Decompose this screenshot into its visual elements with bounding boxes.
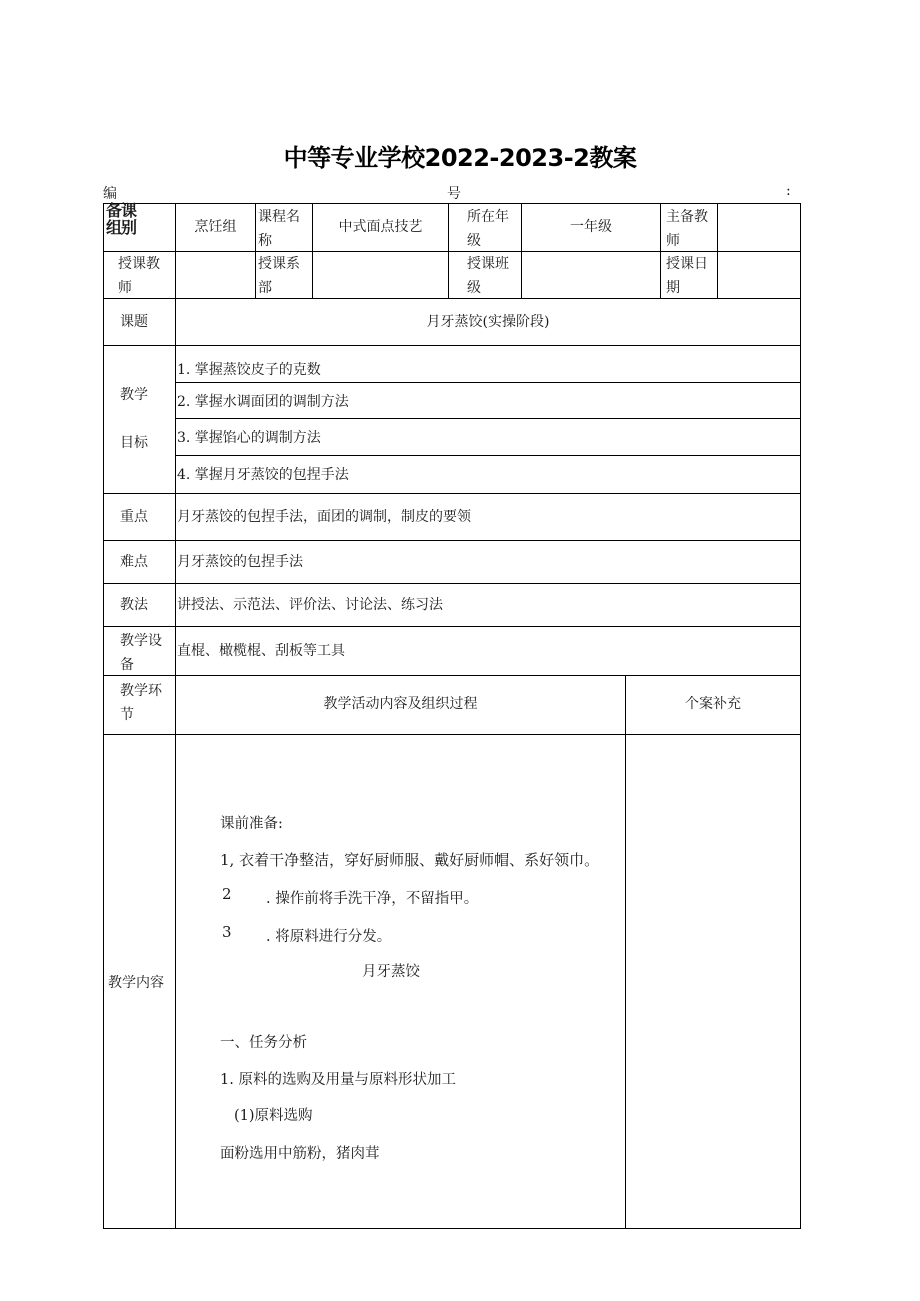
- methods-label: 教法: [120, 597, 148, 613]
- equipment-value: 直棍、橄榄棍、刮板等工具: [177, 643, 345, 659]
- objective-item: 3. 掌握馅心的调制方法: [177, 430, 321, 446]
- teacher-label: 授课教 师: [118, 256, 160, 296]
- activity-process-header: 教学活动内容及组织过程: [323, 696, 478, 712]
- section-heading: 一、任务分析: [220, 1035, 307, 1051]
- dish-title: 月牙蒸饺: [362, 964, 420, 980]
- objectives-label-first: 教学: [120, 387, 148, 403]
- teaching-content-label: 教学内容: [108, 975, 164, 991]
- difficulties-label: 难点: [120, 554, 148, 570]
- teaching-stage-label: 教学环 节: [120, 683, 162, 723]
- dept-label: 授课系 部: [258, 256, 300, 296]
- topic-value: 月牙蒸饺(实操阶段): [426, 314, 550, 330]
- subsection-heading: 1. 原料的选购及用量与原料形状加工: [220, 1072, 456, 1088]
- subsection-item: (1)原料选购: [234, 1108, 313, 1124]
- document-title: 中等专业学校2022-2023-2教案: [283, 144, 637, 172]
- pre-class-step: . 将原料进行分发。: [266, 929, 392, 945]
- pre-class-title: 课前准备:: [220, 816, 283, 832]
- topic-label: 课题: [120, 314, 148, 330]
- grade-label: 所在年 级: [467, 209, 509, 249]
- grade-value: 一年级: [570, 219, 612, 235]
- course-name-label: 课程名 称: [258, 209, 300, 249]
- prep-group-value: 烹饪组: [194, 219, 237, 235]
- equipment-label: 教学设 备: [120, 633, 162, 673]
- difficulties-value: 月牙蒸饺的包捏手法: [177, 554, 303, 570]
- objective-item: 4. 掌握月牙蒸饺的包捏手法: [177, 467, 349, 483]
- pre-class-step: . 操作前将手洗干净，不留指甲。: [266, 891, 479, 907]
- code-label-first: 编: [103, 186, 117, 202]
- key-points-value: 月牙蒸饺的包捏手法，面团的调制，制皮的要领: [177, 509, 471, 525]
- pre-class-step: 1, 衣着干净整洁，穿好厨师服、戴好厨师帽、系好领巾。: [220, 851, 600, 869]
- lead-teacher-label: 主备教 师: [666, 209, 708, 249]
- code-colon: :: [786, 183, 791, 199]
- case-supplement-header: 个案补充: [685, 696, 741, 712]
- date-label: 授课日 期: [666, 256, 708, 296]
- class-label: 授课班 级: [467, 256, 509, 296]
- objective-item: 1. 掌握蒸饺皮子的克数: [177, 362, 321, 378]
- step-number: 2: [222, 885, 232, 903]
- code-label-second: 号: [447, 186, 461, 202]
- key-points-label: 重点: [120, 509, 148, 525]
- step-number: 3: [222, 923, 232, 941]
- course-name-value: 中式面点技艺: [338, 219, 423, 235]
- prep-group-label: 备课 组别: [106, 201, 137, 237]
- objectives-label-second: 目标: [120, 435, 148, 451]
- ingredient-note: 面粉选用中筋粉，猪肉茸: [220, 1146, 380, 1162]
- objective-item: 2. 掌握水调面团的调制方法: [177, 394, 349, 410]
- methods-value: 讲授法、示范法、评价法、讨论法、练习法: [177, 597, 443, 613]
